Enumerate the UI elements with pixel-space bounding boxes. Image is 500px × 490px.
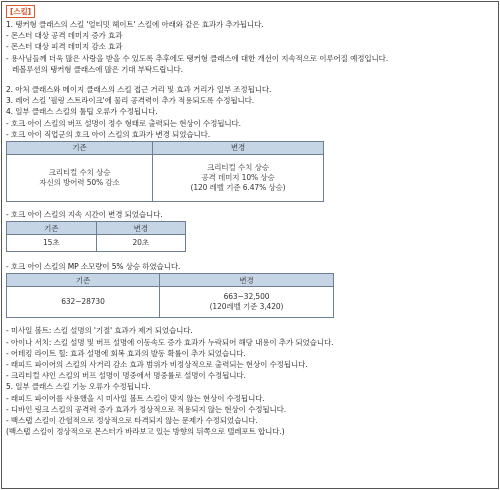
table-header-before: 기존	[7, 222, 97, 235]
cell-text: 공격 데미지 10% 상승	[201, 173, 275, 183]
section-3	[6, 325, 494, 437]
note-line: - 래피드 파이어를 사용했을 시 미사일 볼트 스킬이 맞지 않는 현상이 수정됩니다.	[6, 393, 265, 403]
note-line: - 미사일 볼트: 스킬 설명의 '기절' 효과가 제거 되었습니다.	[6, 326, 193, 336]
note-line: 3. 레어 스킬 '필링 스트라이크'에 물리 공격력이 추가 적용되도록 수정됩니다.	[6, 96, 255, 106]
patch-notes-panel	[1, 1, 499, 489]
note-line: 2. 아처 클래스와 메이지 클래스의 스킬 접근 거리 및 효과 거리가 일부 조정됩니다.	[6, 85, 272, 95]
note-line: 4. 일부 클래스 스킬의 툴팁 오류가 수정됩니다.	[6, 107, 158, 117]
table-header-after: 변경	[96, 222, 186, 235]
section-2	[6, 84, 494, 140]
table-cell-before: 15초	[7, 235, 97, 252]
note-line: - 어테킹 라이트 힐: 효과 설명에 회복 효과의 발동 확률이 추가 되었습니다.	[6, 348, 246, 358]
note-line: - 용사님들께 더욱 많은 사랑을 받을 수 있도록 추후에도 탱커형 클래스에 대한 개선이 지속적으로 이루어질 예정입니다.	[6, 53, 389, 63]
hawk-eye-mp-table	[6, 273, 334, 318]
note-line: - 호크 아이 스킬의 버프 설명이 정수 형태로 출력되는 현상이 수정됩니다.	[6, 118, 241, 128]
note-line: - 백스탭 스킬이 간헐적으로 정상적으로 타격되지 않는 문제가 수정되었습니다.	[6, 416, 258, 426]
table-header-after: 변경	[153, 142, 324, 155]
note-line: 5. 일부 클래스 스킬 기능 오류가 수정됩니다.	[6, 382, 151, 392]
patch-notes-content	[6, 5, 494, 437]
section-tag	[6, 5, 494, 19]
cell-text: 자신의 방어력 50% 감소	[39, 178, 120, 188]
note-line: - 몬스터 대상 공격 데미지 증가 효과	[6, 31, 123, 41]
skill-tag-label: [스킬]	[6, 5, 35, 18]
table-header-before: 기존	[7, 274, 160, 287]
note-line: 레볼루션의 탱커형 클래스에 많은 기대 부탁드립니다.	[12, 64, 183, 74]
table-header-before: 기존	[7, 142, 153, 155]
note-line: - 호크 아이 스킬의 지속 시간이 변경 되었습니다.	[6, 210, 163, 220]
cell-text: 크리티컬 수치 상승	[48, 168, 111, 178]
note-line: - 몬스터 대상 피격 데미지 감소 효과	[6, 42, 123, 52]
table-cell-after	[153, 155, 324, 202]
cell-text: (120레벨 기준 3,420)	[209, 302, 284, 312]
table-cell-after: 20초	[96, 235, 186, 252]
note-line: - 크리티컬 샤인 스킬의 버프 설명이 명중에서 명중률로 설명이 수정됩니다.	[6, 371, 246, 381]
hawk-eye-duration-table	[6, 221, 186, 252]
cell-text: 크리티컬 수치 상승	[207, 163, 269, 173]
section-1	[6, 19, 494, 75]
cell-text: (120 레벨 기준 6.47% 상승)	[190, 183, 286, 193]
hawk-eye-effect-table	[6, 141, 324, 202]
table-header-after: 변경	[160, 274, 334, 287]
note-line: 1. 탱커형 클래스의 스킬 '얼티밋 헤이트' 스킬에 아래와 같은 효과가 추가됩니다.	[6, 20, 264, 29]
table-cell-before	[7, 155, 153, 202]
note-line: - 아이나 서치: 스킬 설명 및 버프 설명에 이동속도 증가 효과가 누락되어 해당 내용이 추가 되었습니다.	[6, 337, 334, 347]
note-line: - 디바인 링크 스킬의 공격력 증가 효과가 정상적으로 적용되지 않는 현상이 수정됩니다.	[6, 404, 287, 414]
note-line: (백스탭 스킬이 정상적으로 몬스터가 바라보고 있는 방향의 뒤쪽으로 텔레포트 합니다.)	[6, 427, 285, 437]
note-line: - 호크 아이 직업군의 호크 아이 스킬의 효과가 변경 되었습니다.	[6, 129, 211, 139]
table-cell-after	[160, 287, 334, 318]
note-line: - 호크 아이 스킬의 MP 소모량이 5% 상승 하였습니다.	[6, 262, 181, 272]
table-cell-before: 632~28730	[7, 287, 160, 318]
cell-text: 663~32,500	[223, 292, 270, 302]
note-line: - 래피드 파이어의 스킬의 사거리 감소 효과 범위가 비정상적으로 출력되는 현상이 수정됩니다.	[6, 360, 308, 370]
